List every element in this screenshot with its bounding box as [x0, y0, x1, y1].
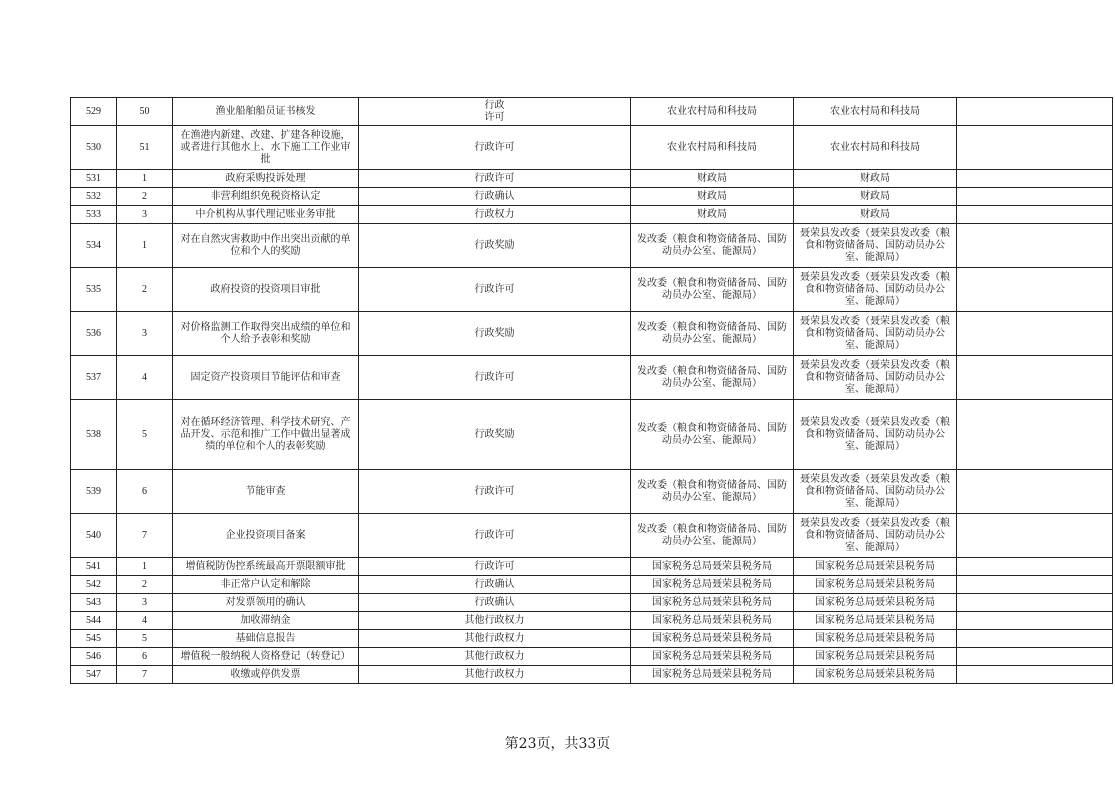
- remarks-cell: [957, 558, 1113, 576]
- implementing-body-cell: 国家税务总局聂荣县税务局: [794, 666, 957, 684]
- department-cell: 国家税务总局聂荣县税务局: [631, 666, 794, 684]
- table-row: [71, 648, 1113, 666]
- remarks-cell: [957, 224, 1113, 268]
- table-row: [71, 206, 1113, 224]
- table-row: [71, 630, 1113, 648]
- remarks-cell: [957, 356, 1113, 400]
- row-index-cell: 540: [71, 514, 117, 558]
- department-cell: 国家税务总局聂荣县税务局: [631, 576, 794, 594]
- sub-index-cell: 3: [117, 312, 173, 356]
- sub-index-cell: 5: [117, 400, 173, 470]
- department-cell: 发改委（粮食和物资储备局、国防动员办公室、能源局）: [631, 224, 794, 268]
- power-type-cell: 其他行政权力: [359, 630, 631, 648]
- table-row: [71, 126, 1113, 170]
- row-index-cell: 535: [71, 268, 117, 312]
- power-type-cell: 行政许可: [359, 470, 631, 514]
- row-index-cell: 542: [71, 576, 117, 594]
- item-name-cell: 对发票领用的确认: [173, 594, 359, 612]
- item-name-cell: 对在循环经济管理、科学技术研究、产品开发、示范和推广工作中做出显著成绩的单位和个人的表彰奖励: [173, 400, 359, 470]
- remarks-cell: [957, 470, 1113, 514]
- item-name-cell: 非正常户认定和解除: [173, 576, 359, 594]
- implementing-body-cell: 国家税务总局聂荣县税务局: [794, 630, 957, 648]
- table-row: [71, 268, 1113, 312]
- table-row: [71, 576, 1113, 594]
- implementing-body-cell: 聂荣县发改委（聂荣县发改委（粮食和物资储备局、国防动员办公室、能源局）: [794, 268, 957, 312]
- power-type-cell: 行政许可: [359, 268, 631, 312]
- row-index-cell: 530: [71, 126, 117, 170]
- row-index-cell: 547: [71, 666, 117, 684]
- item-name-cell: 企业投资项目备案: [173, 514, 359, 558]
- sub-index-cell: 2: [117, 576, 173, 594]
- item-name-cell: 政府采购投诉处理: [173, 170, 359, 188]
- sub-index-cell: 50: [117, 98, 173, 126]
- item-name-cell: 增值税防伪控系统最高开票限额审批: [173, 558, 359, 576]
- power-type-cell: 行政 许可: [359, 98, 631, 126]
- item-name-cell: 对价格监测工作取得突出成绩的单位和个人给予表彰和奖励: [173, 312, 359, 356]
- sub-index-cell: 1: [117, 170, 173, 188]
- department-cell: 国家税务总局聂荣县税务局: [631, 594, 794, 612]
- row-index-cell: 531: [71, 170, 117, 188]
- table-row: [71, 400, 1113, 470]
- sub-index-cell: 7: [117, 666, 173, 684]
- department-cell: 国家税务总局聂荣县税务局: [631, 612, 794, 630]
- remarks-cell: [957, 594, 1113, 612]
- implementing-body-cell: 国家税务总局聂荣县税务局: [794, 612, 957, 630]
- sub-index-cell: 4: [117, 612, 173, 630]
- power-type-cell: 行政奖励: [359, 400, 631, 470]
- item-name-cell: 中介机构从事代理记账业务审批: [173, 206, 359, 224]
- power-type-cell: 行政许可: [359, 170, 631, 188]
- implementing-body-cell: 财政局: [794, 206, 957, 224]
- implementing-body-cell: 财政局: [794, 170, 957, 188]
- implementing-body-cell: 国家税务总局聂荣县税务局: [794, 558, 957, 576]
- remarks-cell: [957, 630, 1113, 648]
- row-index-cell: 537: [71, 356, 117, 400]
- department-cell: 发改委（粮食和物资储备局、国防动员办公室、能源局）: [631, 514, 794, 558]
- item-name-cell: 加收滞纳金: [173, 612, 359, 630]
- row-index-cell: 532: [71, 188, 117, 206]
- table-row: [71, 98, 1113, 126]
- item-name-cell: 固定资产投资项目节能评估和审查: [173, 356, 359, 400]
- table-row: [71, 224, 1113, 268]
- table-row: [71, 612, 1113, 630]
- implementing-body-cell: 聂荣县发改委（聂荣县发改委（粮食和物资储备局、国防动员办公室、能源局）: [794, 224, 957, 268]
- row-index-cell: 529: [71, 98, 117, 126]
- row-index-cell: 546: [71, 648, 117, 666]
- remarks-cell: [957, 312, 1113, 356]
- table-row: [71, 312, 1113, 356]
- remarks-cell: [957, 188, 1113, 206]
- department-cell: 国家税务总局聂荣县税务局: [631, 558, 794, 576]
- remarks-cell: [957, 268, 1113, 312]
- department-cell: 农业农村局和科技局: [631, 98, 794, 126]
- remarks-cell: [957, 576, 1113, 594]
- department-cell: 发改委（粮食和物资储备局、国防动员办公室、能源局）: [631, 400, 794, 470]
- sub-index-cell: 5: [117, 630, 173, 648]
- page-footer: 第23页，共33页: [504, 736, 611, 752]
- item-name-cell: 对在自然灾害救助中作出突出贡献的单位和个人的奖励: [173, 224, 359, 268]
- item-name-cell: 在渔港内新建、改建、扩建各种设施，或者进行其他水上、水下施工工作业审批: [173, 126, 359, 170]
- row-index-cell: 539: [71, 470, 117, 514]
- row-index-cell: 534: [71, 224, 117, 268]
- row-index-cell: 538: [71, 400, 117, 470]
- implementing-body-cell: 聂荣县发改委（聂荣县发改委（粮食和物资储备局、国防动员办公室、能源局）: [794, 312, 957, 356]
- department-cell: 国家税务总局聂荣县税务局: [631, 630, 794, 648]
- power-type-cell: 其他行政权力: [359, 666, 631, 684]
- power-type-cell: 行政确认: [359, 576, 631, 594]
- remarks-cell: [957, 206, 1113, 224]
- item-name-cell: 渔业船舶船员证书核发: [173, 98, 359, 126]
- remarks-cell: [957, 514, 1113, 558]
- item-name-cell: 节能审查: [173, 470, 359, 514]
- implementing-body-cell: 国家税务总局聂荣县税务局: [794, 594, 957, 612]
- implementing-body-cell: 国家税务总局聂荣县税务局: [794, 648, 957, 666]
- sub-index-cell: 6: [117, 648, 173, 666]
- row-index-cell: 543: [71, 594, 117, 612]
- sub-index-cell: 6: [117, 470, 173, 514]
- department-cell: 发改委（粮食和物资储备局、国防动员办公室、能源局）: [631, 312, 794, 356]
- table-row: [71, 514, 1113, 558]
- implementing-body-cell: 国家税务总局聂荣县税务局: [794, 576, 957, 594]
- power-list-table: [70, 97, 1113, 684]
- item-name-cell: 增值税一般纳税人资格登记（转登记）: [173, 648, 359, 666]
- remarks-cell: [957, 648, 1113, 666]
- power-type-cell: 行政许可: [359, 126, 631, 170]
- department-cell: 发改委（粮食和物资储备局、国防动员办公室、能源局）: [631, 470, 794, 514]
- power-type-cell: 行政奖励: [359, 224, 631, 268]
- item-name-cell: 政府投资的投资项目审批: [173, 268, 359, 312]
- power-type-cell: 行政确认: [359, 188, 631, 206]
- row-index-cell: 544: [71, 612, 117, 630]
- remarks-cell: [957, 666, 1113, 684]
- implementing-body-cell: 聂荣县发改委（聂荣县发改委（粮食和物资储备局、国防动员办公室、能源局）: [794, 400, 957, 470]
- department-cell: 国家税务总局聂荣县税务局: [631, 648, 794, 666]
- row-index-cell: 536: [71, 312, 117, 356]
- sub-index-cell: 51: [117, 126, 173, 170]
- implementing-body-cell: 财政局: [794, 188, 957, 206]
- department-cell: 财政局: [631, 188, 794, 206]
- table-body: [71, 98, 1113, 684]
- table-row: [71, 666, 1113, 684]
- sub-index-cell: 3: [117, 594, 173, 612]
- power-type-cell: 行政权力: [359, 206, 631, 224]
- remarks-cell: [957, 400, 1113, 470]
- power-type-cell: 行政许可: [359, 558, 631, 576]
- implementing-body-cell: 农业农村局和科技局: [794, 126, 957, 170]
- department-cell: 财政局: [631, 206, 794, 224]
- sub-index-cell: 3: [117, 206, 173, 224]
- item-name-cell: 收缴或停供发票: [173, 666, 359, 684]
- item-name-cell: 非营利组织免税资格认定: [173, 188, 359, 206]
- table-row: [71, 558, 1113, 576]
- table-row: [71, 470, 1113, 514]
- department-cell: 财政局: [631, 170, 794, 188]
- table-row: [71, 594, 1113, 612]
- power-type-cell: 行政奖励: [359, 312, 631, 356]
- row-index-cell: 533: [71, 206, 117, 224]
- table-row: [71, 188, 1113, 206]
- row-index-cell: 541: [71, 558, 117, 576]
- implementing-body-cell: 聂荣县发改委（聂荣县发改委（粮食和物资储备局、国防动员办公室、能源局）: [794, 514, 957, 558]
- sub-index-cell: 1: [117, 224, 173, 268]
- sub-index-cell: 2: [117, 268, 173, 312]
- table-row: [71, 356, 1113, 400]
- remarks-cell: [957, 98, 1113, 126]
- remarks-cell: [957, 126, 1113, 170]
- power-type-cell: 行政确认: [359, 594, 631, 612]
- power-type-cell: 行政许可: [359, 356, 631, 400]
- table-row: [71, 170, 1113, 188]
- power-type-cell: 其他行政权力: [359, 612, 631, 630]
- department-cell: 发改委（粮食和物资储备局、国防动员办公室、能源局）: [631, 268, 794, 312]
- implementing-body-cell: 聂荣县发改委（聂荣县发改委（粮食和物资储备局、国防动员办公室、能源局）: [794, 356, 957, 400]
- remarks-cell: [957, 170, 1113, 188]
- department-cell: 发改委（粮食和物资储备局、国防动员办公室、能源局）: [631, 356, 794, 400]
- remarks-cell: [957, 612, 1113, 630]
- item-name-cell: 基础信息报告: [173, 630, 359, 648]
- implementing-body-cell: 农业农村局和科技局: [794, 98, 957, 126]
- power-type-cell: 行政许可: [359, 514, 631, 558]
- sub-index-cell: 7: [117, 514, 173, 558]
- department-cell: 农业农村局和科技局: [631, 126, 794, 170]
- power-type-cell: 其他行政权力: [359, 648, 631, 666]
- sub-index-cell: 2: [117, 188, 173, 206]
- sub-index-cell: 4: [117, 356, 173, 400]
- row-index-cell: 545: [71, 630, 117, 648]
- implementing-body-cell: 聂荣县发改委（聂荣县发改委（粮食和物资储备局、国防动员办公室、能源局）: [794, 470, 957, 514]
- sub-index-cell: 1: [117, 558, 173, 576]
